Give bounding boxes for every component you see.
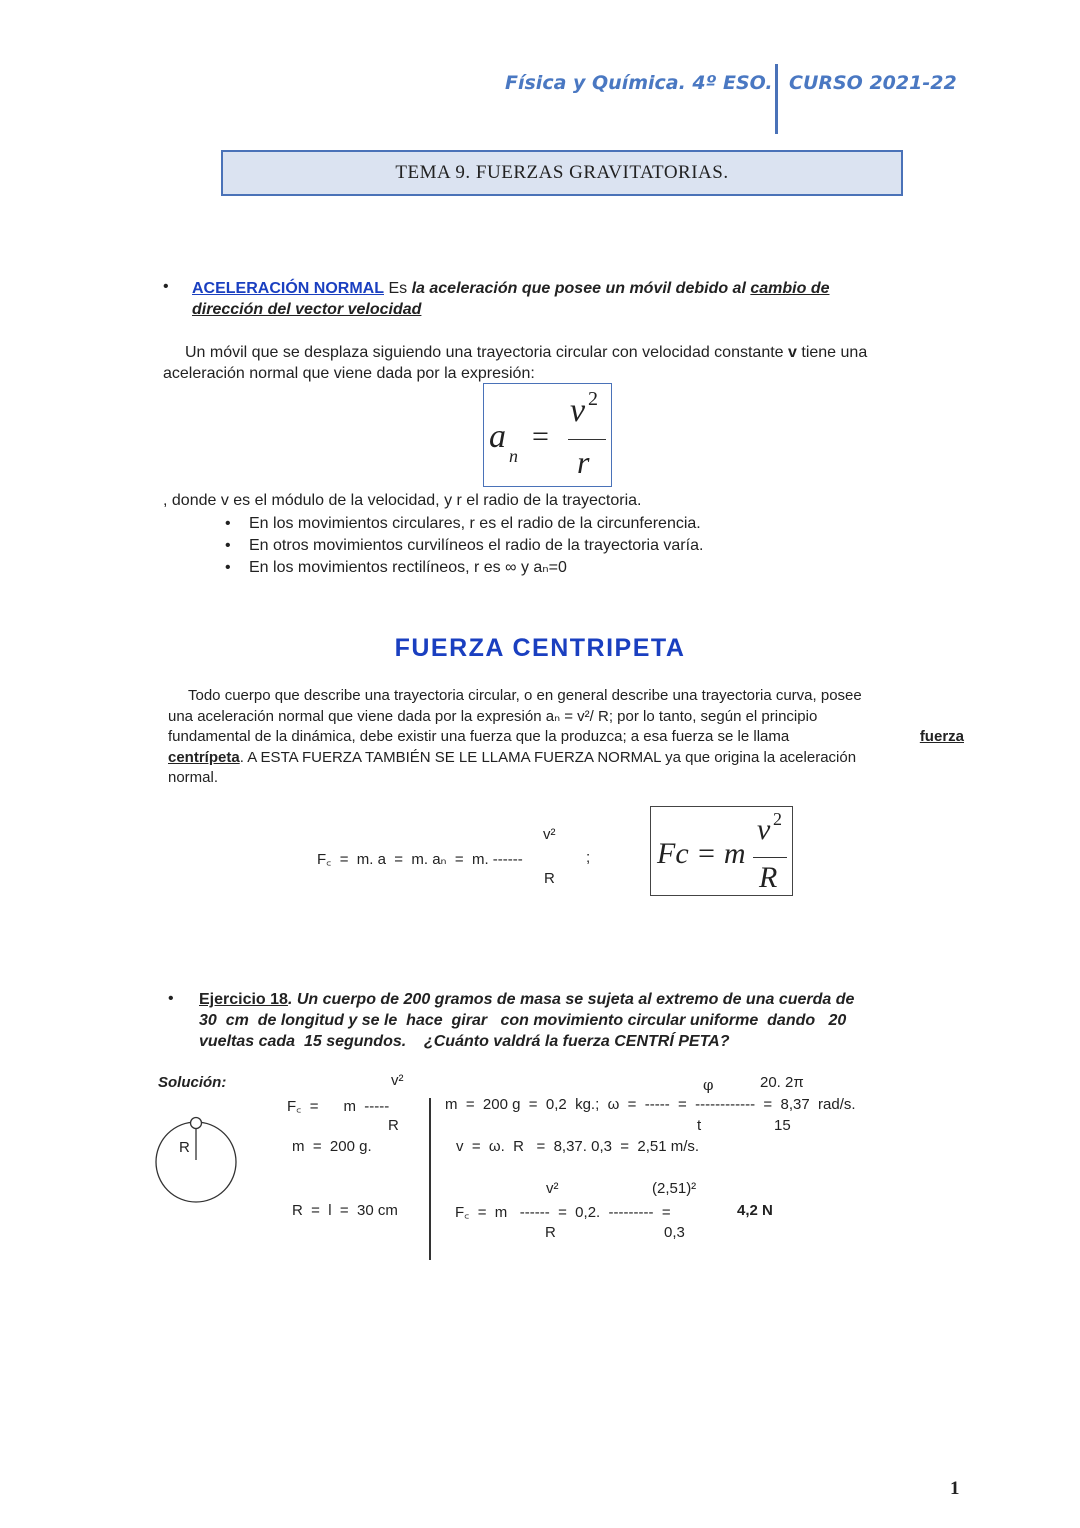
list-item: • bbox=[225, 515, 231, 532]
right-phi: φ bbox=[703, 1076, 714, 1094]
right-t: t bbox=[697, 1117, 702, 1134]
eq-numerator: v² bbox=[543, 826, 556, 843]
eq-semicolon: ; bbox=[586, 849, 591, 866]
right-twopi: 20. 2π bbox=[760, 1074, 804, 1091]
list-item-text: En los movimientos rectilíneos, r es ∞ y aₙ=0 bbox=[249, 559, 567, 576]
exercise-statement: Ejercicio 18. Un cuerpo de 200 gramos de masa se sujeta al extremo de una cuerda de 30 cm de longitud y se le hace girar con movimiento circular uniforme dando 20 vueltas cada 15 segundos. ¿Cuánto valdrá la fuerza CENTRÍ PETA? bbox=[199, 991, 855, 1050]
eq-denominator: R bbox=[544, 870, 555, 887]
right-fc-line: F꜀ = m ------ = 0,2. --------- = bbox=[455, 1204, 671, 1221]
header-divider bbox=[775, 64, 778, 134]
fraction-bar bbox=[568, 439, 606, 440]
header-course: CURSO 2021-22 bbox=[789, 72, 957, 94]
eq-line: F꜀ = m. a = m. aₙ = m. ------ bbox=[317, 851, 523, 868]
normal-acc-formula: a n = v 2 r bbox=[483, 383, 612, 487]
left-radius: R = l = 30 cm bbox=[292, 1202, 398, 1219]
bullet-dot: • bbox=[168, 990, 174, 1007]
left-mass: m = 200 g. bbox=[292, 1138, 372, 1155]
centripeta-paragraph: Todo cuerpo que describe una trayectoria circular, o en general describe una trayectoria curva, posee una aceleración normal que viene dada por la expresión aₙ = v²/ R; por lo tanto, según el principio fundamental de la dinámica, debe existir una fuerza que la produzca; a esa fuerza se le llama fuerza centrípeta. A ESTA FUERZA TAMBIÉN SE LE LLAMA FUERZA NORMAL ya que origina la aceleración normal. bbox=[168, 687, 964, 786]
left-R: R bbox=[388, 1117, 399, 1134]
right-03: 0,3 bbox=[664, 1224, 685, 1241]
right-omega-line: m = 200 g = 0,2 kg.; ω = ----- = ------------ = 8,37 rad/s. bbox=[445, 1096, 856, 1113]
right-R: R bbox=[545, 1224, 556, 1241]
bullet-dot: • bbox=[163, 278, 169, 295]
right-v2: v² bbox=[546, 1180, 559, 1197]
right-fifteen: 15 bbox=[774, 1117, 791, 1134]
normal-acc-definition: ACELERACIÓN NORMAL Es la aceleración que posee un móvil debido al cambio de dirección del vector velocidad bbox=[192, 280, 830, 318]
solution-divider bbox=[429, 1098, 431, 1260]
after-formula: , donde v es el módulo de la velocidad, y r el radio de la trayectoria. bbox=[163, 492, 642, 509]
circle-diagram bbox=[150, 1112, 245, 1204]
page-number: 1 bbox=[950, 1478, 960, 1499]
section-heading: FUERZA CENTRIPETA bbox=[394, 634, 686, 662]
centripetal-formula: Fc = m v 2 R bbox=[650, 806, 793, 896]
list-item-text: En los movimientos circulares, r es el radio de la circunferencia. bbox=[249, 515, 701, 532]
left-fc: F꜀ = m ----- bbox=[287, 1098, 390, 1115]
list-item: • bbox=[225, 537, 231, 554]
diagram-radius-label: R bbox=[179, 1139, 190, 1156]
solution-label: Solución: bbox=[158, 1074, 227, 1091]
fraction-bar bbox=[753, 857, 787, 858]
header-subject: Física y Química. 4º ESO. bbox=[505, 72, 773, 94]
mass-point bbox=[191, 1118, 202, 1129]
list-item: • bbox=[225, 559, 231, 576]
right-251: (2,51)² bbox=[652, 1180, 697, 1197]
left-v2: v² bbox=[391, 1072, 404, 1089]
list-item-text: En otros movimientos curvilíneos el radio de la trayectoria varía. bbox=[249, 537, 704, 554]
intro-line2: aceleración normal que viene dada por la expresión: bbox=[163, 365, 535, 382]
right-v-line: v = ω. R = 8,37. 0,3 = 2,51 m/s. bbox=[456, 1138, 700, 1155]
right-result: 4,2 N bbox=[737, 1202, 773, 1219]
intro-line1: Un móvil que se desplaza siguiendo una trayectoria circular con velocidad constante v tiene una bbox=[185, 344, 868, 361]
page-title: TEMA 9. FUERZAS GRAVITATORIAS. bbox=[221, 150, 903, 196]
